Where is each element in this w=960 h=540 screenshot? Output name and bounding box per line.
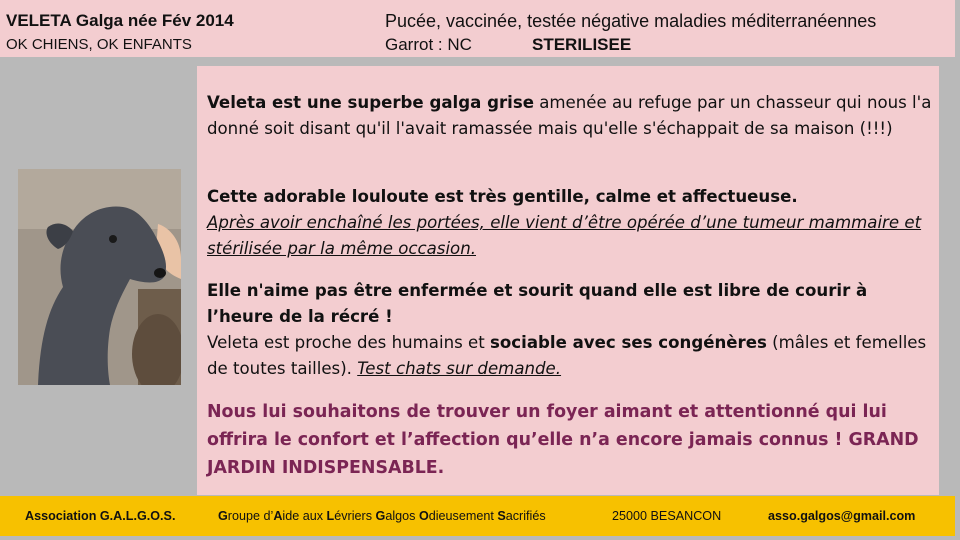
paragraph-temperament <box>207 184 935 262</box>
footer-band <box>0 496 955 536</box>
paragraph-intro <box>207 90 935 142</box>
paragraph-wish: Nous lui souhaitons de trouver un foyer aimant et attentionné qui lui offrira le confort et l’affection qu’elle n’a encore jamais connus ! GRAND JARDIN INDISPENSABLE. <box>207 402 919 478</box>
acronym-letter: O <box>418 509 429 523</box>
compatibility-line: OK CHIENS, OK ENFANTS <box>6 36 192 53</box>
acronym-word-rest: dieusement <box>428 509 498 523</box>
garrot-line: Garrot : NC <box>385 35 472 54</box>
acronym-word-rest: roupe d’ <box>227 509 274 523</box>
description-panel <box>197 66 939 495</box>
dog-name-title: VELETA Galga née Fév 2014 <box>6 11 234 30</box>
association-name: Association G.A.L.G.O.S. <box>25 509 176 523</box>
association-email[interactable]: asso.galgos@gmail.com <box>768 509 916 523</box>
behavior-text-1: Veleta est proche des humains et <box>207 333 491 352</box>
acronym-letter: L <box>326 509 335 523</box>
association-fullname <box>218 509 546 523</box>
health-status-line: Pucée, vaccinée, testée négative maladies méditerranéennes <box>385 11 877 31</box>
medical-note: Après avoir enchaîné les portées, elle vient d’être opérée d’une tumeur mammaire et stérilisée par la même occasion. <box>207 213 922 258</box>
dog-photo <box>18 169 181 385</box>
acronym-word-rest: évriers <box>334 509 376 523</box>
acronym-letter: G <box>218 509 228 523</box>
intro-text: amenée au refuge par un chasseur qui nous l'a donné soit disant qu'il l'avait ramassée mais qu'elle s'échappait de sa maison (!!!) <box>207 93 932 138</box>
intro-bold: Veleta est une superbe galga grise <box>207 93 534 112</box>
temperament-bold: Cette adorable louloute est très gentille, calme et affectueuse. <box>207 187 798 206</box>
behavior-bold: Elle n'aime pas être enfermée et sourit quand elle est libre de courir à l’heure de la récré ! <box>207 281 868 326</box>
greyhound-illustration <box>18 169 181 385</box>
paragraph-behavior <box>207 278 935 382</box>
sterilised-label: STERILISEE <box>532 35 632 54</box>
cat-test-note: Test chats sur demande. <box>357 359 562 378</box>
behavior-text-2: (mâles et femelles de toutes tailles). <box>207 333 927 378</box>
sociable-bold: sociable avec ses congénères <box>490 333 767 352</box>
acronym-letter: G <box>375 509 386 523</box>
header-band <box>0 0 955 57</box>
association-city: 25000 BESANCON <box>612 509 722 523</box>
acronym-letter: S <box>497 509 506 523</box>
acronym-word-rest: ide aux <box>282 509 327 523</box>
acronym-word-rest: algos <box>385 509 419 523</box>
acronym-letter: A <box>273 509 283 523</box>
acronym-word-rest: acrifiés <box>505 509 546 523</box>
